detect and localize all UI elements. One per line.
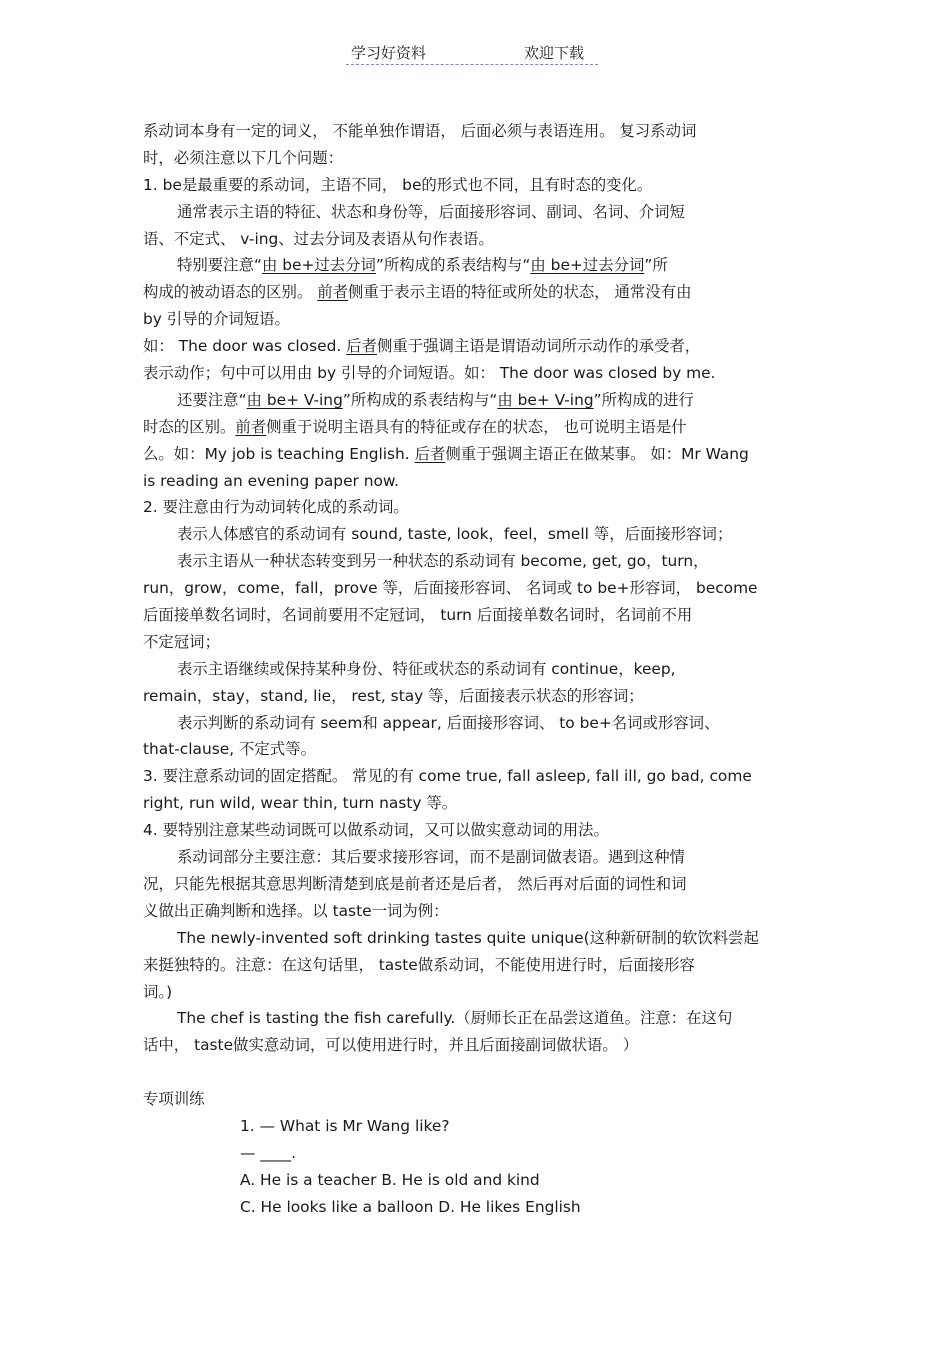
text-line: The chef is tasting the fish carefully.（厨师长正在品尝这道鱼。注意：在这句	[177, 1009, 733, 1028]
underlined-phrase: 由 be+过去分词	[261, 256, 376, 275]
underlined-phrase: 由 be+ V-ing	[497, 390, 594, 409]
text-line: run，grow，come，fall，prove 等，后面接形容词、 名词或 to be+形容词， become	[143, 579, 758, 598]
text-line: right, run wild, wear thin, turn nasty 等。	[143, 794, 458, 813]
text-line: The newly-invented soft drinking tastes quite unique(这种新研制的软饮料尝起	[177, 928, 759, 947]
text-line: 来挺独特的。注意：在这句话里， taste做系动词，不能使用进行时，后面接形容	[143, 955, 695, 974]
text-line: 特别要注意“由 be+过去分词”所构成的系表结构与“由 be+过去分词”所	[177, 256, 668, 275]
exercise-answer-blank: — ____.	[240, 1143, 296, 1162]
underlined-phrase: 前者	[235, 417, 267, 436]
exercise-question: 1. — What is Mr Wang like?	[240, 1117, 450, 1136]
text-line: 4. 要特别注意某些动词既可以做系动词，又可以做实意动词的用法。	[143, 821, 609, 840]
document-body	[143, 118, 823, 1221]
text-line: 不定冠词；	[143, 632, 220, 651]
text-line: 通常表示主语的特征、状态和身份等，后面接形容词、副词、名词、介词短	[177, 202, 685, 221]
text-line: 表示动作；句中可以用由 by 引导的介词短语。如： The door was closed by me.	[143, 364, 716, 383]
text-line: 还要注意“由 be+ V-ing”所构成的系表结构与“由 be+ V-ing”所构成的进行	[177, 390, 694, 409]
text-line: by 引导的介词短语。	[143, 310, 290, 329]
text-line: 话中， taste做实意动词，可以使用进行时，并且后面接副词做状语。 ）	[143, 1036, 639, 1055]
underlined-phrase: 由 be+ V-ing	[246, 390, 343, 409]
text-line: 2. 要注意由行为动词转化成的系动词。	[143, 498, 409, 517]
header-left-text: 学习好资料	[351, 44, 427, 62]
text-line: 1. be是最重要的系动词，主语不同， be的形式也不同，且有时态的变化。	[143, 175, 653, 194]
text-line: 时，必须注意以下几个问题：	[143, 148, 344, 167]
text-line: 系动词部分主要注意：其后要求接形容词，而不是副词做表语。遇到这种情	[177, 848, 685, 867]
text-line: 况，只能先根据其意思判断清楚到底是前者还是后者， 然后再对后面的词性和词	[143, 874, 687, 893]
text-line: 词。)	[143, 982, 173, 1001]
exercise-options-cd: C. He looks like a balloon D. He likes English	[240, 1197, 581, 1216]
text-line: 义做出正确判断和选择。以 taste一词为例：	[143, 901, 449, 920]
header-right-text: 欢迎下载	[524, 44, 585, 62]
text-line: 表示判断的系动词有 seem和 appear, 后面接形容词、 to be+名词或形容词、	[177, 713, 720, 732]
exercise-options-ab: A. He is a teacher B. He is old and kind	[240, 1170, 540, 1189]
text-line: 表示主语继续或保持某种身份、特征或状态的系动词有 continue，keep,	[177, 659, 676, 678]
underlined-phrase: 后者	[346, 337, 377, 356]
text-line: that-clause, 不定式等。	[143, 740, 316, 759]
page-header	[346, 44, 598, 65]
text-line: 么。如：My job is teaching English. 后者侧重于强调主语正在做某事。 如：Mr Wang	[143, 444, 749, 463]
underlined-phrase: 由 be+过去分词	[530, 256, 645, 275]
underlined-phrase: 前者	[317, 283, 348, 302]
text-line: 系动词本身有一定的词义， 不能单独作谓语， 后面必须与表语连用。 复习系动词	[143, 122, 697, 140]
text-line: 表示人体感官的系动词有 sound, taste, look，feel，smell 等，后面接形容词；	[177, 525, 733, 544]
text-line: 语、不定式、 v-ing、过去分词及表语从句作表语。	[143, 229, 494, 248]
text-line: 时态的区别。前者侧重于说明主语具有的特征或存在的状态， 也可说明主语是什	[143, 417, 687, 436]
text-line: 表示主语从一种状态转变到另一种状态的系动词有 become, get, go，turn，	[177, 552, 709, 571]
text-line: 3. 要注意系动词的固定搭配。 常见的有 come true, fall asleep, fall ill, go bad, come	[143, 767, 752, 786]
text-line: 如： The door was closed. 后者侧重于强调主语是谓语动词所示动作的承受者，	[143, 337, 701, 356]
text-line: is reading an evening paper now.	[143, 471, 400, 490]
text-line: remain，stay，stand, lie， rest, stay 等，后面接表示状态的形容词；	[143, 686, 644, 705]
text-line: 后面接单数名词时，名词前要用不定冠词， turn 后面接单数名词时，名词前不用	[143, 606, 693, 625]
underlined-phrase: 后者	[414, 444, 446, 463]
text-line: 构成的被动语态的区别。 前者侧重于表示主语的特征或所处的状态， 通常没有由	[143, 283, 692, 302]
exercise-title: 专项训练	[143, 1090, 205, 1109]
